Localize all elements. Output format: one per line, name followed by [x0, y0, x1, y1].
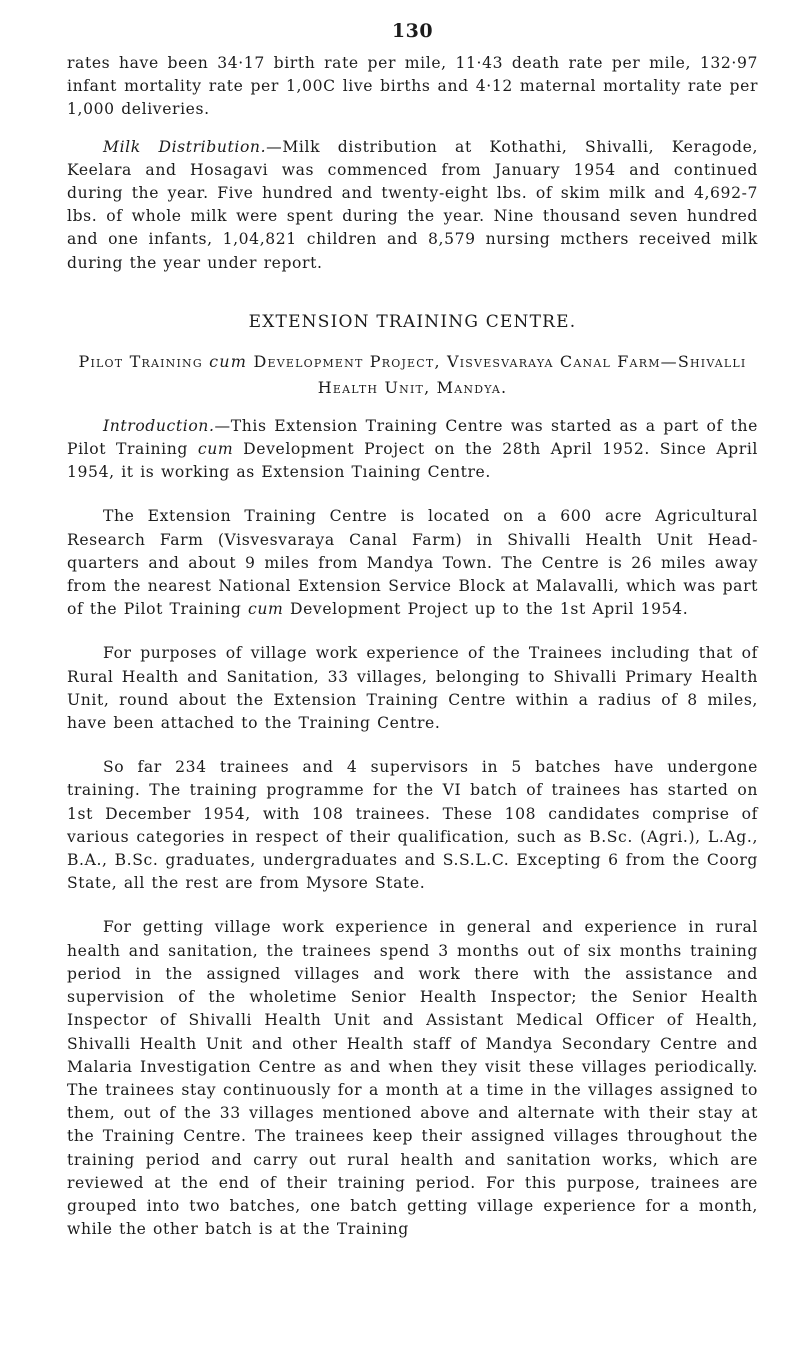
village-work-paragraph: For purposes of village work experience of the Trainees including that of Rural Health and Sanitation, 33 villages, belonging to Shivalli Primary Health Unit, round about the Extension Training Centre within a radius of 8 miles, have been attached to the Training Centre.	[67, 644, 758, 733]
location-text-2: Development Project up to the 1st April 1954.	[289, 600, 689, 619]
location-paragraph	[67, 505, 758, 621]
milk-distribution-text: —Milk distribution at Kothathi, Shivalli, Keragode, Keelara and Hosagavi was commenced from January 1954 and continued during the year. Five hundred and twenty-eight lbs. of skim milk and 4,692-7 lbs. of whole milk were spent during the year. Nine thousand seven hundred and one infants, 1,04,821 children and 8,579 nursing mcthers received milk during the year under report.	[67, 137, 758, 272]
introduction-paragraph	[67, 415, 758, 485]
intro-paragraph: rates have been 34·17 birth rate per mile, 11·43 death rate per mile, 132·97 infant mortality rate per 1,00C live births and 4·12 maternal mortality rate per 1,000 deliveries.	[67, 54, 758, 119]
experience-paragraph: For getting village work experience in general and experience in rural health and sanitation, the trainees spend 3 months out of six months training period in the assigned villages and work there with the assistance and supervision of the wholetime Senior Health Inspector; the Senior Health Inspector of Shivalli Health Unit and Assistant Medical Officer of Health, Shivalli Health Unit and other Health staff of Mandya Secondary Centre and Malaria Investigation Centre as and when they visit these villages periodically. The trainees stay continuously for a month at a time in the villages assigned to them, out of the 33 villages mentioned above and alternate with their stay at the Training Centre. The trainees keep their assigned villages throughout the training period and carry out rural health and sanitation works, which are reviewed at the end of their training period. For this purpose, trainees are grouped into two batches, one batch getting village experience for a month, while the other batch is at the Training	[67, 918, 758, 1239]
trainees-paragraph: So far 234 trainees and 4 supervisors in 5 batches have undergone training. The training programme for the VI batch of trainees has started on 1st December 1954, with 108 trainees. These 108 candidates comprise of various categories in respect of their qualification, such as B.Sc. (Agri.), L.Ag., B.A., B.Sc. graduates, undergraduates and S.S.L.C. Excepting 6 from the Coorg State, all the rest are from Mysore State.	[67, 758, 758, 893]
milk-distribution-runin: Milk Distribution.	[103, 137, 267, 156]
introduction-text-1: —This Extension Training Centre was started as a part of the Pilot Training	[67, 416, 758, 459]
introduction-text-2: Development Project on the 28th April 1952. Since April 1954, it is working as Extension Tıaining Centre.	[67, 440, 758, 482]
body-text	[67, 52, 758, 1241]
introduction-runin: Introduction.	[103, 416, 215, 435]
section-subheading	[67, 349, 758, 401]
subheading-cum: cum	[209, 351, 248, 371]
page-number: 130	[391, 20, 434, 42]
section-title: EXTENSION TRAINING CENTRE.	[248, 311, 577, 332]
location-text-1: The Extension Training Centre is located on a 600 acre Agricultural Research Farm (Visvesvaraya Canal Farm) in Shivalli Health Unit Head-quarters and about 9 miles from Mandya Town. The Centre is 26 miles away from the nearest National Extension Service Block at Malavalli, which was part of the Pilot Training	[67, 507, 758, 619]
subheading-part1: Pilot Training	[78, 351, 203, 371]
subheading-part2: Development Project, Visvesvaraya Canal Farm—Shivalli Health Unit, Mandya.	[253, 351, 747, 397]
location-cum: cum	[248, 600, 284, 619]
introduction-cum: cum	[197, 440, 234, 459]
milk-distribution-paragraph	[67, 136, 758, 275]
